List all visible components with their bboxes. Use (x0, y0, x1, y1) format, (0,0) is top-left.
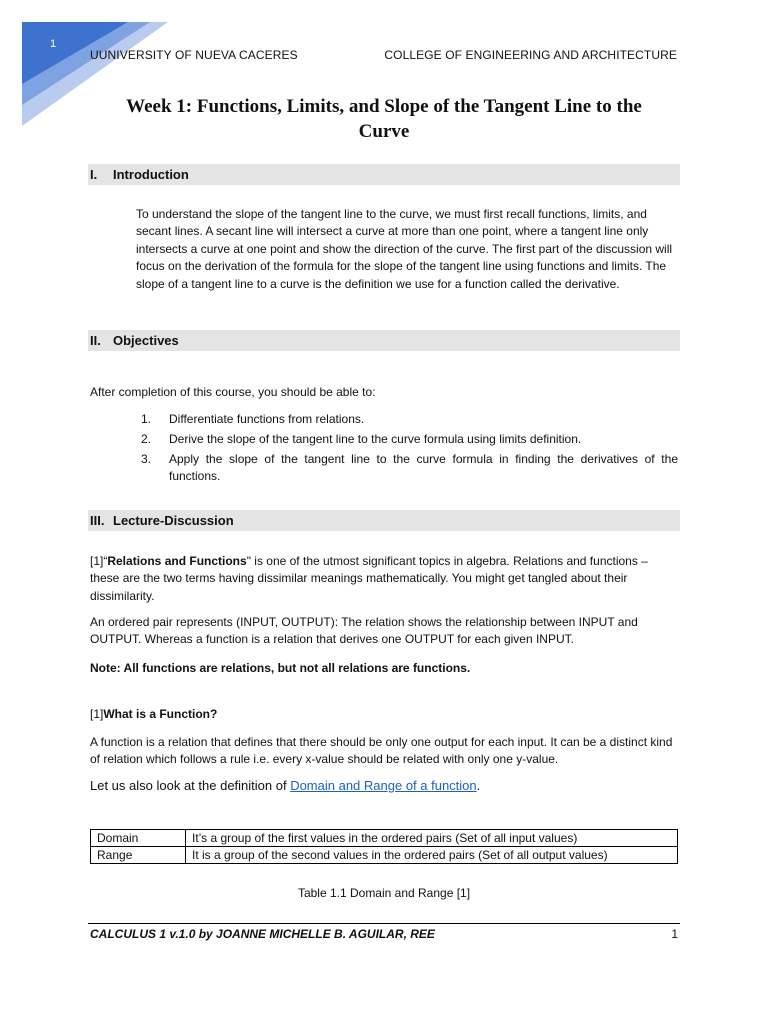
section-heading-lecture (88, 510, 680, 531)
section-heading-introduction (88, 164, 680, 185)
domain-range-sentence: Let us also look at the definition of Domain and Range of a function. (90, 778, 481, 793)
table-cell-definition: It is a group of the second values in the ordered pairs (Set of all output values) (186, 847, 678, 864)
objectives-lead: After completion of this course, you should be able to: (90, 385, 376, 399)
section-label: Objectives (113, 333, 179, 348)
ordered-pair-paragraph: An ordered pair represents (INPUT, OUTPUT): The relation shows the relationship between INPUT and OUTPUT. Whereas a function is a relation that derives one OUTPUT for each given INPUT. (90, 615, 638, 647)
title-line-1: Week 1: Functions, Limits, and Slope of the Tangent Line to the (126, 96, 642, 117)
section-heading-objectives (88, 330, 680, 351)
function-question: [1]What is a Function? (90, 707, 218, 721)
section-number: I. (90, 167, 98, 182)
table-row (91, 847, 678, 864)
table-cell-term: Range (91, 847, 186, 864)
header-university: UUNIVERSITY OF NUEVA CACERES (90, 48, 298, 62)
corner-page-number: 1 (50, 38, 57, 50)
domain-range-link[interactable]: Domain and Range of a function (290, 778, 477, 793)
introduction-paragraph: To understand the slope of the tangent line to the curve, we must first recall functions, limits, and secant lines. A secant line will intersect a curve at more than one point, where a tangent line only intersects a curve at one point and show the direction of the curve. The first part of the discussion will focus on the derivation of the formula for the slope of the tangent line using functions and limits. The slope of a tangent line to a curve is the definition we use for a function called the derivative. (136, 207, 673, 291)
table-cell-term: Domain (91, 830, 186, 847)
header-college: COLLEGE OF ENGINEERING AND ARCHITECTURE (384, 48, 677, 62)
note-text: Note: All functions are relations, but not all relations are functions. (90, 661, 471, 675)
footer-course-credit: CALCULUS 1 v.1.0 by JOANNE MICHELLE B. AGUILAR, REE (90, 927, 435, 941)
section-label: Lecture-Discussion (113, 513, 234, 528)
relations-paragraph: [1]“Relations and Functions" is one of the utmost significant topics in algebra. Relations and functions – these are the two terms having dissimilar meanings mathematically. You might get tangled about their dissimilarity. (90, 554, 648, 603)
list-item: 2. Derive the slope of the tangent line to the curve formula using limits definition. (141, 431, 582, 446)
footer-page-number: 1 (671, 927, 678, 941)
list-item: 3. Apply the slope of the tangent line to the curve formula in finding the derivatives of the functions. (141, 451, 678, 484)
function-paragraph: A function is a relation that defines that there should be only one output for each input. It can be a distinct kind of relation which follows a rule i.e. every x-value should be related with only one y-value. (90, 735, 673, 767)
table-cell-definition: It’s a group of the first values in the ordered pairs (Set of all input values) (186, 830, 678, 847)
footer-divider (88, 923, 680, 924)
section-number: II. (90, 333, 101, 348)
title-line-2: Curve (358, 121, 410, 142)
table-caption: Table 1.1 Domain and Range [1] (297, 886, 471, 900)
document-title (90, 94, 678, 144)
section-number: III. (90, 513, 105, 528)
section-label: Introduction (113, 167, 189, 182)
domain-range-table (90, 829, 678, 864)
table-row (91, 830, 678, 847)
list-item: 1. Differentiate functions from relations. (141, 412, 365, 426)
objectives-list (90, 411, 678, 488)
